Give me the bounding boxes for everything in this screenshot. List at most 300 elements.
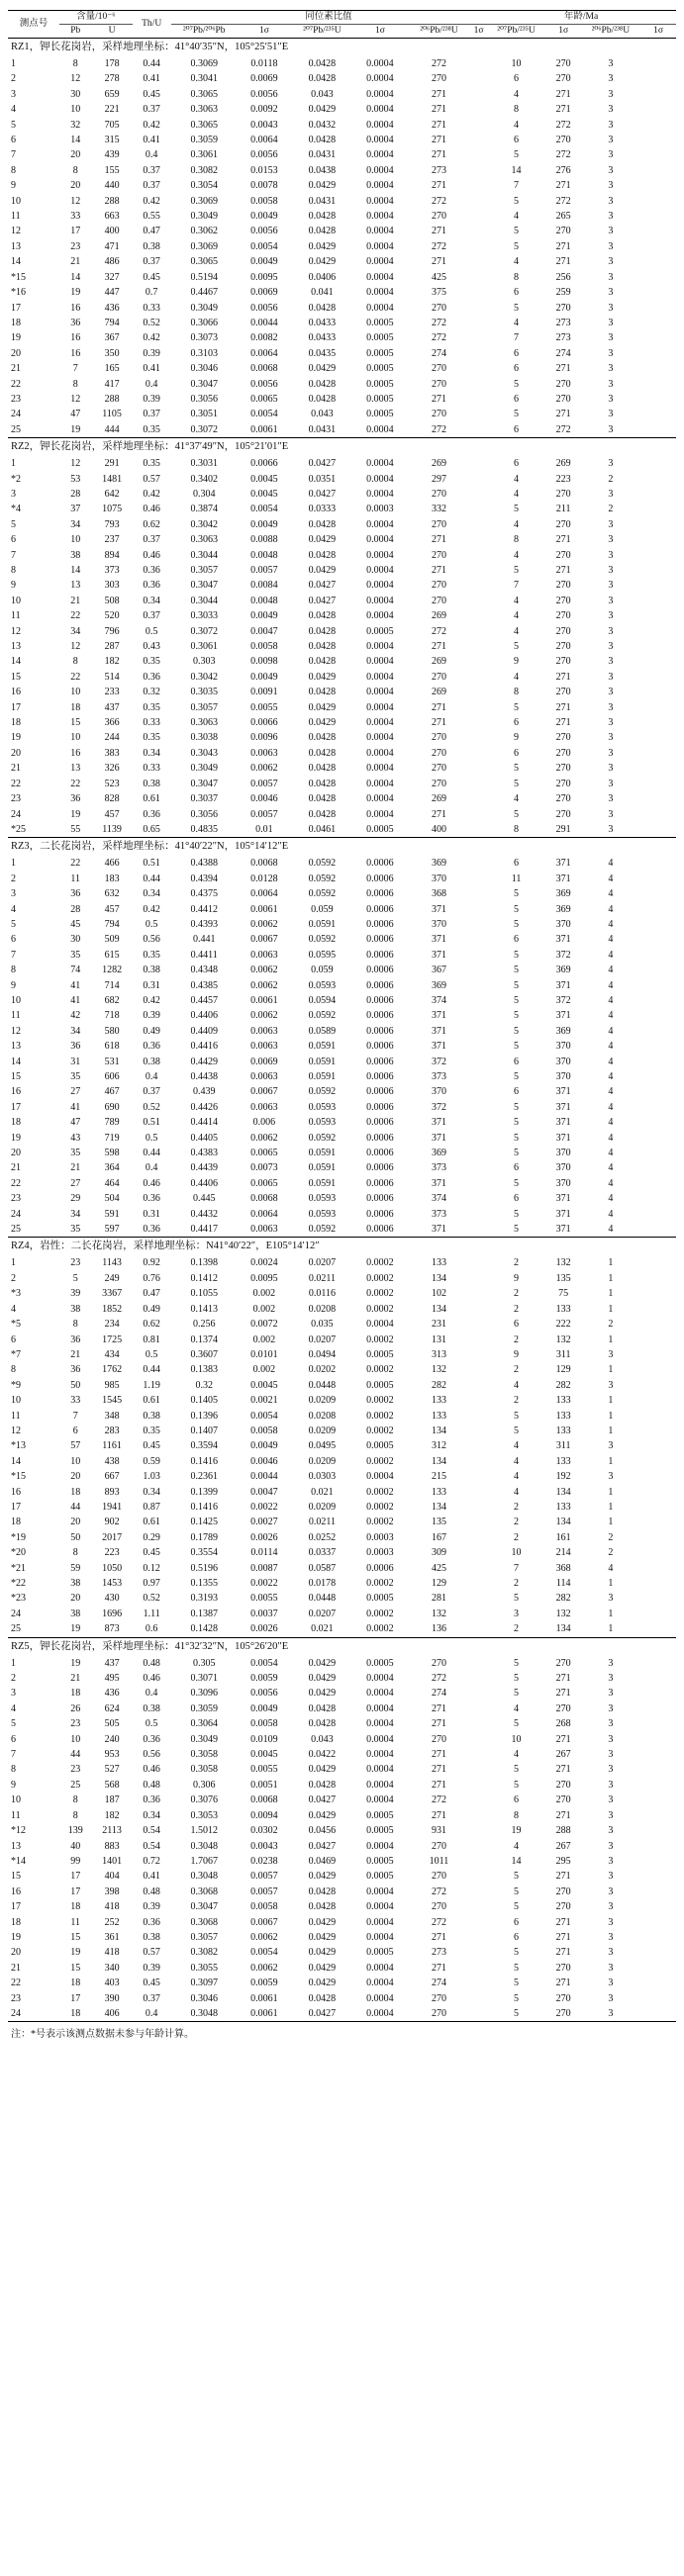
sigma-cell <box>640 1024 676 1039</box>
ratio-206-238-cell: 129 <box>432 1578 446 1589</box>
pb-cell: 22 <box>70 610 81 622</box>
ratio-206-238-cell: 270 <box>432 409 446 420</box>
sigma-cell: 214 <box>555 1547 571 1559</box>
spacer-cell <box>471 1945 486 1960</box>
thu-cell: 0.48 <box>143 1886 160 1897</box>
age-206-238-cell: 3 <box>608 1794 614 1806</box>
ratio-207-235-cell: 0.0428 <box>308 778 337 789</box>
table-row <box>8 285 676 300</box>
spot-cell: 9 <box>11 1779 16 1791</box>
sigma-cell: 0.0006 <box>366 888 394 900</box>
sigma-cell: 0.0004 <box>353 2006 407 2022</box>
spot-cell: 13 <box>11 641 21 653</box>
pb-cell: 53 <box>70 473 81 485</box>
sigma-cell: 270 <box>555 73 571 85</box>
age-207-235-cell: 5 <box>514 226 519 237</box>
spacer-cell <box>471 670 486 685</box>
sigma-cell: 273 <box>555 332 571 344</box>
sigma-cell <box>640 1378 676 1393</box>
sigma-cell: 0.0004 <box>366 610 394 622</box>
ratio-207-235-cell: 0.0428 <box>308 1718 337 1730</box>
sigma-cell <box>640 1347 676 1362</box>
sigma-cell: 0.0065 <box>250 1148 278 1159</box>
sigma-cell: 270 <box>555 58 571 69</box>
ratio-207-235-cell: 0.0431 <box>308 195 337 207</box>
spacer-cell <box>471 1732 486 1747</box>
table-row <box>8 1591 676 1606</box>
sigma-cell: 0.0045 <box>250 1749 278 1761</box>
sigma-cell: 0.0004 <box>366 423 394 435</box>
thu-cell: 0.36 <box>143 1041 160 1053</box>
age-207-235-cell: 10 <box>511 1547 522 1559</box>
sigma-cell: 270 <box>555 656 571 668</box>
sigma-cell: 0.0045 <box>250 473 278 485</box>
pb-cell: 23 <box>70 1764 81 1776</box>
sigma-cell <box>640 1945 676 1960</box>
sigma-cell: 0.0063 <box>250 747 278 759</box>
u-cell: 249 <box>104 1272 120 1284</box>
sigma-cell <box>640 856 676 871</box>
sigma-cell: 369 <box>555 888 571 900</box>
sigma-cell: 0.0006 <box>366 1562 394 1574</box>
sigma-cell: 0.0002 <box>366 1623 394 1635</box>
thu-cell: 0.37 <box>143 534 160 546</box>
ratio-207-206-cell: 0.3054 <box>190 180 218 192</box>
ratio-207-235-cell: 0.0429 <box>308 1688 337 1700</box>
spot-cell: 19 <box>11 1931 21 1943</box>
sigma-cell <box>640 377 676 392</box>
table-row <box>8 163 676 178</box>
spot-cell: 15 <box>11 1071 21 1082</box>
ratio-207-206-cell: 0.3047 <box>190 378 218 390</box>
ratio-207-206-cell: 0.1412 <box>190 1272 218 1284</box>
sigma-cell: 0.0004 <box>366 1840 394 1852</box>
u-cell: 1762 <box>102 1364 123 1376</box>
ratio-206-238-cell: 132 <box>432 1608 446 1619</box>
sigma-cell: 0.0002 <box>366 1395 394 1407</box>
pb-cell: 44 <box>70 1749 81 1761</box>
pb-cell: 18 <box>59 2006 92 2022</box>
age-207-235-cell: 5 <box>514 1992 519 2004</box>
age-207-235-cell: 5 <box>514 1410 519 1422</box>
sigma-cell: 270 <box>555 763 571 775</box>
age-206-238-cell: 3 <box>608 347 614 359</box>
u-cell: 1139 <box>102 823 122 835</box>
spacer-cell <box>471 1424 486 1438</box>
ratio-207-206-cell: 1.7067 <box>190 1855 218 1867</box>
age-207-235-cell: 5 <box>514 1901 519 1913</box>
spot-cell: 2 <box>11 1272 16 1284</box>
spot-cell: 18 <box>11 1916 21 1928</box>
spacer-cell <box>471 224 486 238</box>
ratio-207-206-cell: 0.3048 <box>171 2006 238 2022</box>
ratio-207-206-cell: 0.3047 <box>190 580 218 592</box>
sigma-cell: 0.0037 <box>250 1608 278 1619</box>
u-cell: 244 <box>104 732 120 744</box>
table-row <box>8 791 676 806</box>
age-206-238-cell: 1 <box>608 1517 614 1528</box>
age-206-238-cell: 3 <box>608 378 614 390</box>
ratio-207-206-cell: 0.3554 <box>190 1547 218 1559</box>
age-207-235-cell: 11 <box>511 873 522 884</box>
age-207-235-cell: 5 <box>514 1657 519 1669</box>
sigma-cell: 0.0006 <box>366 1101 394 1113</box>
age-207-235-cell: 7 <box>514 332 519 344</box>
spacer-cell <box>471 487 486 502</box>
thu-cell: 0.38 <box>143 1056 160 1067</box>
spot-cell: 17 <box>11 701 21 713</box>
ratio-207-206-cell: 0.3047 <box>190 778 218 789</box>
ratio-206-238-cell: 281 <box>432 1593 446 1605</box>
ratio-207-235-cell: 0.0591 <box>308 1041 337 1053</box>
spacer-cell <box>471 1591 486 1606</box>
u-cell: 527 <box>104 1764 120 1776</box>
table-row <box>8 1869 676 1884</box>
header-thu: Th/U <box>133 11 171 39</box>
sigma-cell: 0.0005 <box>366 317 394 328</box>
ratio-207-235-cell: 0.0427 <box>308 1794 337 1806</box>
spacer-cell <box>471 1100 486 1115</box>
ratio-206-238-cell: 271 <box>432 1718 446 1730</box>
thu-cell: 0.4 <box>145 149 158 161</box>
thu-cell: 0.4 <box>133 2006 171 2022</box>
spot-cell: *4 <box>11 504 21 515</box>
sigma-cell <box>640 1500 676 1515</box>
spacer-cell <box>471 1762 486 1777</box>
ratio-207-206-cell: 0.3069 <box>190 195 218 207</box>
thu-cell: 1.11 <box>143 1608 160 1619</box>
sigma-cell: 291 <box>555 823 571 835</box>
ratio-207-206-cell: 0.445 <box>192 1193 216 1205</box>
ratio-207-235-cell: 0.0211 <box>308 1272 336 1284</box>
ratio-207-206-cell: 0.3044 <box>190 549 218 561</box>
spot-cell: 6 <box>11 1733 16 1745</box>
thu-cell: 0.62 <box>143 1319 160 1331</box>
ratio-207-206-cell: 0.3193 <box>190 1593 218 1605</box>
spot-cell: 1 <box>11 458 16 470</box>
ratio-206-238-cell: 271 <box>432 641 446 653</box>
sigma-cell <box>640 517 676 532</box>
table-row <box>8 270 676 285</box>
sigma-cell <box>640 1530 676 1545</box>
sigma-cell: 0.0054 <box>250 1657 278 1669</box>
ratio-207-206-cell: 0.4383 <box>190 1148 218 1159</box>
header-content-group: 含量/10⁻⁶ <box>59 11 133 25</box>
ratio-207-206-cell: 0.3042 <box>190 671 218 683</box>
spacer-cell <box>471 502 486 516</box>
ratio-207-206-cell: 0.5196 <box>190 1562 218 1574</box>
sigma-cell: 0.0004 <box>366 88 394 100</box>
age-207-235-cell: 5 <box>514 979 519 991</box>
spacer-cell <box>471 1976 486 1990</box>
u-cell: 632 <box>104 888 120 900</box>
ratio-207-206-cell: 0.3031 <box>190 458 218 470</box>
age-207-235-cell: 6 <box>514 287 519 299</box>
ratio-207-206-cell: 0.304 <box>192 488 216 500</box>
spacer-cell <box>471 746 486 761</box>
age-206-238-cell: 3 <box>608 1871 614 1883</box>
ratio-206-238-cell: 270 <box>432 732 446 744</box>
header-ratio-207-235: ²⁰⁷Pb/²³⁵U <box>291 25 353 39</box>
thu-cell: 0.47 <box>143 226 160 237</box>
spot-cell: 17 <box>11 1101 21 1113</box>
spacer-cell <box>471 822 486 838</box>
ratio-207-235-cell: 0.0435 <box>308 347 337 359</box>
age-207-235-cell: 6 <box>514 393 519 405</box>
sigma-cell <box>640 224 676 238</box>
pb-cell: 18 <box>70 1486 81 1498</box>
ratio-207-206-cell: 0.1396 <box>190 1410 218 1422</box>
sigma-cell: 0.0004 <box>366 302 394 314</box>
pb-cell: 12 <box>70 458 81 470</box>
u-cell: 714 <box>104 979 120 991</box>
thu-cell: 0.35 <box>143 458 160 470</box>
sigma-cell: 0.0006 <box>366 918 394 930</box>
sigma-cell: 0.0004 <box>366 1916 394 1928</box>
ratio-207-206-cell: 0.3057 <box>190 1931 218 1943</box>
age-206-238-cell: 3 <box>608 1992 614 2004</box>
pb-cell: 14 <box>70 271 81 283</box>
header-sigma-4: 1σ <box>546 25 581 39</box>
sigma-cell: 0.0004 <box>366 58 394 69</box>
ratio-206-238-cell: 134 <box>432 1455 446 1467</box>
sigma-cell: 271 <box>555 180 571 192</box>
ratio-207-235-cell: 0.0428 <box>308 732 337 744</box>
u-cell: 165 <box>104 363 120 375</box>
sigma-cell <box>640 654 676 669</box>
ratio-207-206-cell: 0.3056 <box>190 808 218 820</box>
u-cell: 444 <box>104 423 120 435</box>
thu-cell: 0.72 <box>143 1855 160 1867</box>
age-207-235-cell: 8 <box>514 687 519 698</box>
spot-cell: 10 <box>11 994 21 1006</box>
u-cell: 327 <box>104 271 120 283</box>
ratio-207-206-cell: 0.1399 <box>190 1486 218 1498</box>
sigma-cell: 265 <box>555 211 571 223</box>
sigma-cell <box>640 746 676 761</box>
sigma-cell <box>640 1055 676 1069</box>
sigma-cell: 267 <box>555 1749 571 1761</box>
thu-cell: 0.36 <box>143 1193 160 1205</box>
spot-cell: 19 <box>11 732 21 744</box>
thu-cell: 0.39 <box>143 1901 160 1913</box>
age-206-238-cell: 3 <box>608 671 614 683</box>
spot-cell: 24 <box>8 2006 59 2022</box>
pb-cell: 20 <box>70 149 81 161</box>
sigma-cell: 0.0004 <box>366 211 394 223</box>
pb-cell: 18 <box>70 1688 81 1700</box>
spacer-cell <box>471 1899 486 1914</box>
u-cell: 796 <box>104 625 120 637</box>
spot-cell: 17 <box>11 1501 21 1513</box>
age-207-235-cell: 5 <box>514 1148 519 1159</box>
ratio-206-238-cell: 369 <box>432 858 446 870</box>
ratio-206-238-cell: 274 <box>432 347 446 359</box>
spot-cell: 5 <box>11 1718 16 1730</box>
ratio-206-238-cell: 271 <box>432 1962 446 1974</box>
sigma-cell: 0.0006 <box>366 873 394 884</box>
pb-cell: 36 <box>70 793 81 805</box>
u-cell: 828 <box>104 793 120 805</box>
table-row <box>8 502 676 516</box>
pb-cell: 30 <box>70 934 81 946</box>
table-row <box>8 178 676 193</box>
thu-cell: 0.57 <box>143 473 160 485</box>
sigma-cell: 0.0092 <box>250 104 278 116</box>
ratio-207-206-cell: 0.1428 <box>190 1623 218 1635</box>
ratio-207-235-cell: 0.0211 <box>308 1517 336 1528</box>
sigma-cell <box>640 902 676 917</box>
thu-cell: 0.56 <box>143 1749 160 1761</box>
age-206-238-cell: 3 <box>608 518 614 530</box>
sigma-cell <box>640 730 676 745</box>
sigma-cell: 256 <box>555 271 571 283</box>
pb-cell: 139 <box>67 1825 83 1837</box>
thu-cell: 0.51 <box>143 1117 160 1129</box>
pb-cell: 19 <box>70 1947 81 1959</box>
u-cell: 366 <box>104 717 120 729</box>
sigma-cell: 270 <box>555 793 571 805</box>
sigma-cell <box>640 886 676 901</box>
sigma-cell: 0.0056 <box>250 149 278 161</box>
section-title: RZ3，二长花岗岩，采样地理坐标：41°40′22″N，105°14′12″E <box>8 838 676 857</box>
thu-cell: 0.44 <box>143 58 160 69</box>
sigma-cell: 272 <box>555 195 571 207</box>
ratio-207-206-cell: 0.3082 <box>190 164 218 176</box>
u-cell: 486 <box>104 256 120 268</box>
sigma-cell: 0.0004 <box>366 1471 394 1483</box>
sigma-cell: 0.0002 <box>366 1501 394 1513</box>
thu-cell: 0.37 <box>143 256 160 268</box>
sigma-cell: 371 <box>555 1117 571 1129</box>
age-207-235-cell: 5 <box>486 2006 546 2022</box>
spacer-cell <box>471 1191 486 1206</box>
ratio-206-238-cell: 374 <box>432 994 446 1006</box>
sigma-cell: 271 <box>555 88 571 100</box>
spot-cell: 5 <box>11 518 16 530</box>
spot-cell: *2 <box>11 473 21 485</box>
table-row <box>8 1191 676 1206</box>
age-207-235-cell: 5 <box>514 195 519 207</box>
age-207-235-cell: 5 <box>514 1425 519 1436</box>
sigma-cell: 369 <box>555 903 571 915</box>
thu-cell: 0.52 <box>143 317 160 328</box>
sigma-cell <box>640 1008 676 1023</box>
ratio-207-235-cell: 0.0448 <box>308 1379 337 1391</box>
sigma-cell: 0.0063 <box>250 949 278 961</box>
ratio-206-238-cell: 369 <box>432 1148 446 1159</box>
pb-cell: 19 <box>70 1657 81 1669</box>
pb-cell: 15 <box>70 717 81 729</box>
age-207-235-cell: 19 <box>511 1825 522 1837</box>
ratio-206-238-cell: 271 <box>432 104 446 116</box>
age-206-238-cell: 3 <box>608 1931 614 1943</box>
table-row <box>8 1100 676 1115</box>
thu-cell: 0.55 <box>143 211 160 223</box>
table-row <box>8 746 676 761</box>
ratio-207-235-cell: 0.0429 <box>308 1947 337 1959</box>
u-cell: 155 <box>104 164 120 176</box>
sigma-cell: 368 <box>555 1562 571 1574</box>
thu-cell: 0.34 <box>143 747 160 759</box>
ratio-206-238-cell: 132 <box>432 1364 446 1376</box>
ratio-207-235-cell: 0.0252 <box>308 1531 337 1543</box>
sigma-cell: 370 <box>555 1056 571 1067</box>
ratio-207-206-cell: 0.3069 <box>190 58 218 69</box>
spot-cell: *7 <box>11 1348 21 1360</box>
table-row <box>8 1991 676 2006</box>
table-row <box>8 578 676 593</box>
ratio-206-238-cell: 271 <box>432 180 446 192</box>
ratio-206-238-cell: 272 <box>432 625 446 637</box>
thu-cell: 0.56 <box>143 934 160 946</box>
u-cell: 223 <box>104 1547 120 1559</box>
sigma-cell: 270 <box>555 549 571 561</box>
thu-cell: 0.31 <box>143 1208 160 1220</box>
spot-cell: 16 <box>11 1486 21 1498</box>
ratio-207-235-cell: 0.0209 <box>308 1395 337 1407</box>
sigma-cell: 269 <box>555 458 571 470</box>
thu-cell: 0.42 <box>143 332 160 344</box>
pb-cell: 44 <box>70 1501 81 1513</box>
age-207-235-cell: 2 <box>514 1395 519 1407</box>
age-207-235-cell: 6 <box>514 458 519 470</box>
age-206-238-cell: 3 <box>608 211 614 223</box>
age-207-235-cell: 6 <box>514 347 519 359</box>
age-206-238-cell: 4 <box>608 1025 614 1037</box>
sigma-cell <box>640 472 676 487</box>
sigma-cell: 0.006 <box>252 1117 276 1129</box>
table-row <box>8 422 676 438</box>
ratio-207-235-cell: 0.0469 <box>308 1855 337 1867</box>
sigma-cell <box>640 1115 676 1130</box>
sigma-cell: 0.0054 <box>250 504 278 515</box>
ratio-207-235-cell: 0.0592 <box>308 1132 337 1144</box>
ratio-207-235-cell: 0.0428 <box>308 58 337 69</box>
spacer-cell <box>471 1409 486 1424</box>
pb-cell: 19 <box>70 423 81 435</box>
ratio-206-238-cell: 371 <box>432 934 446 946</box>
ratio-206-238-cell: 271 <box>432 701 446 713</box>
u-cell: 403 <box>104 1978 120 1989</box>
spot-cell: 13 <box>11 1840 21 1852</box>
age-206-238-cell: 3 <box>608 687 614 698</box>
ratio-207-206-cell: 0.4439 <box>190 1162 218 1174</box>
ratio-207-206-cell: 0.4414 <box>190 1117 218 1129</box>
spacer-cell <box>471 1991 486 2006</box>
table-row <box>8 1885 676 1899</box>
sigma-cell: 0.0004 <box>366 701 394 713</box>
sigma-cell <box>640 1333 676 1347</box>
table-row <box>8 377 676 392</box>
spot-cell: 1 <box>11 1657 16 1669</box>
table-row <box>8 1333 676 1347</box>
sigma-cell <box>640 346 676 361</box>
spot-cell: 13 <box>11 240 21 252</box>
sigma-cell: 271 <box>555 1916 571 1928</box>
spacer-cell <box>471 1561 486 1576</box>
age-207-235-cell: 5 <box>514 701 519 713</box>
age-207-235-cell: 4 <box>514 595 519 606</box>
ratio-207-235-cell: 0.0592 <box>308 1086 337 1098</box>
ratio-206-238-cell: 271 <box>432 119 446 131</box>
age-206-238-cell: 3 <box>608 808 614 820</box>
sigma-cell: 0.0006 <box>366 1193 394 1205</box>
pb-cell: 17 <box>70 1871 81 1883</box>
ratio-207-235-cell: 0.0428 <box>308 763 337 775</box>
ratio-207-206-cell: 0.3097 <box>190 1978 218 1989</box>
thu-cell: 0.37 <box>143 1086 160 1098</box>
